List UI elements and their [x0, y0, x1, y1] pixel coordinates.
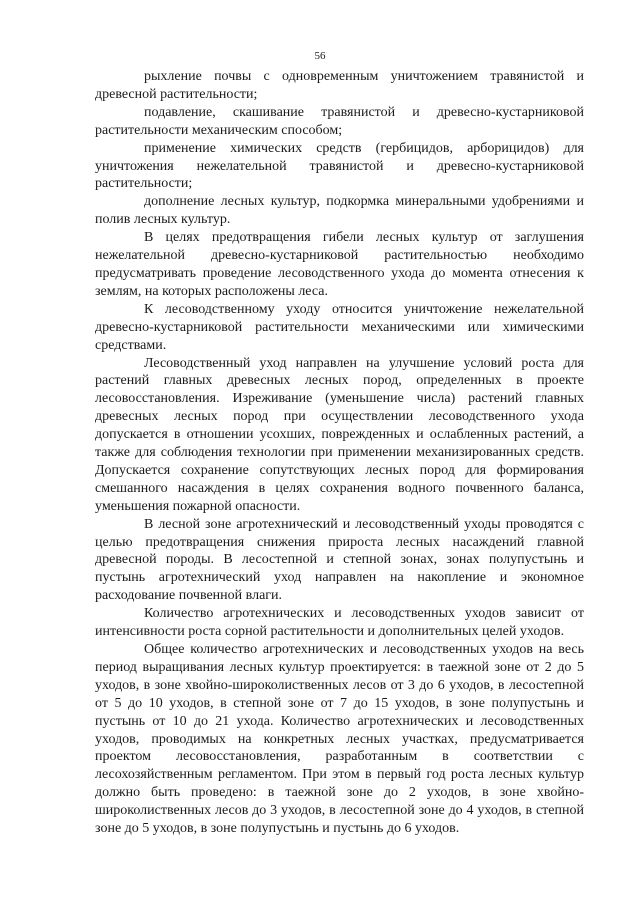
- page-number: 56: [314, 50, 326, 62]
- paragraph: применение химических средств (гербицидов, арборицидов) для уничтожения нежелательной травянистой и древесно-кустарниковой растительности;: [95, 140, 584, 192]
- paragraph: В лесной зоне агротехнический и лесоводственный уходы проводятся с целью предотвращения снижения прироста лесных насаждений главной древесной породы. В лесостепной и степной зонах, зонах полупустынь и пустынь агротехнический уход направлен на накопление и экономное расходование почвенной влаги.: [95, 516, 584, 604]
- paragraph: Общее количество агротехнических и лесоводственных уходов на весь период выращивания лесных культур проектируется: в таежной зоне от 2 до 5 уходов, в зоне хвойно-широколиственных лесов от 3 до 6 уходов, в лесостепной от 5 до 10 уходов, в степной зоне от 7 до 15 уходов, в зоне полупустынь и пустынь от 10 до 21 ухода. Количество агротехнических и лесоводственных уходов, проводимых на конкретных лесных участках, предусматривается проектом лесовосстановления, разработанным в соответствии с лесохозяйственным регламентом. При этом в первый год роста лесных культур должно быть проведено: в таежной зоне до 2 уходов, в зоне хвойно-широколиственных лесов до 3 уходов, в лесостепной зоне до 4 уходов, в степной зоне до 5 уходов, в зоне полупустынь и пустынь до 6 уходов.: [95, 642, 584, 837]
- paragraph: дополнение лесных культур, подкормка минеральными удобрениями и полив лесных культур.: [95, 194, 584, 228]
- paragraph: Количество агротехнических и лесоводственных уходов зависит от интенсивности роста сорной растительности и дополнительных целей уходов.: [95, 606, 584, 640]
- paragraph: Лесоводственный уход направлен на улучшение условий роста для растений главных древесных лесных пород, определенных в проекте лесовосстановления. Изреживание (уменьшение числа) растений главных древесных лесных пород при осуществлении лесоводственного ухода допускается в отношении усохших, поврежденных и ослабленных растений, а также для соблюдения технологии при применении механизированных средств. Допускается сохранение сопутствующих лесных пород для формирования смешанного насаждения в целях сохранения водного почвенного баланса, уменьшения пожарной опасности.: [95, 355, 584, 514]
- paragraph: подавление, скашивание травянистой и древесно-кустарниковой растительности механическим способом;: [95, 104, 584, 138]
- paragraph: рыхление почвы с одновременным уничтожением травянистой и древесной растительности;: [95, 69, 584, 102]
- paragraph: В целях предотвращения гибели лесных культур от заглушения нежелательной древесно-кустарниковой растительностью необходимо предусматривать проведение лесоводственного ухода до момента отнесения к землям, на которых расположены леса.: [95, 230, 584, 299]
- body-text: [95, 68, 584, 838]
- paragraph: К лесоводственному уходу относится уничтожение нежелательной древесно-кустарниковой растительности механическими или химическими средствами.: [95, 301, 584, 353]
